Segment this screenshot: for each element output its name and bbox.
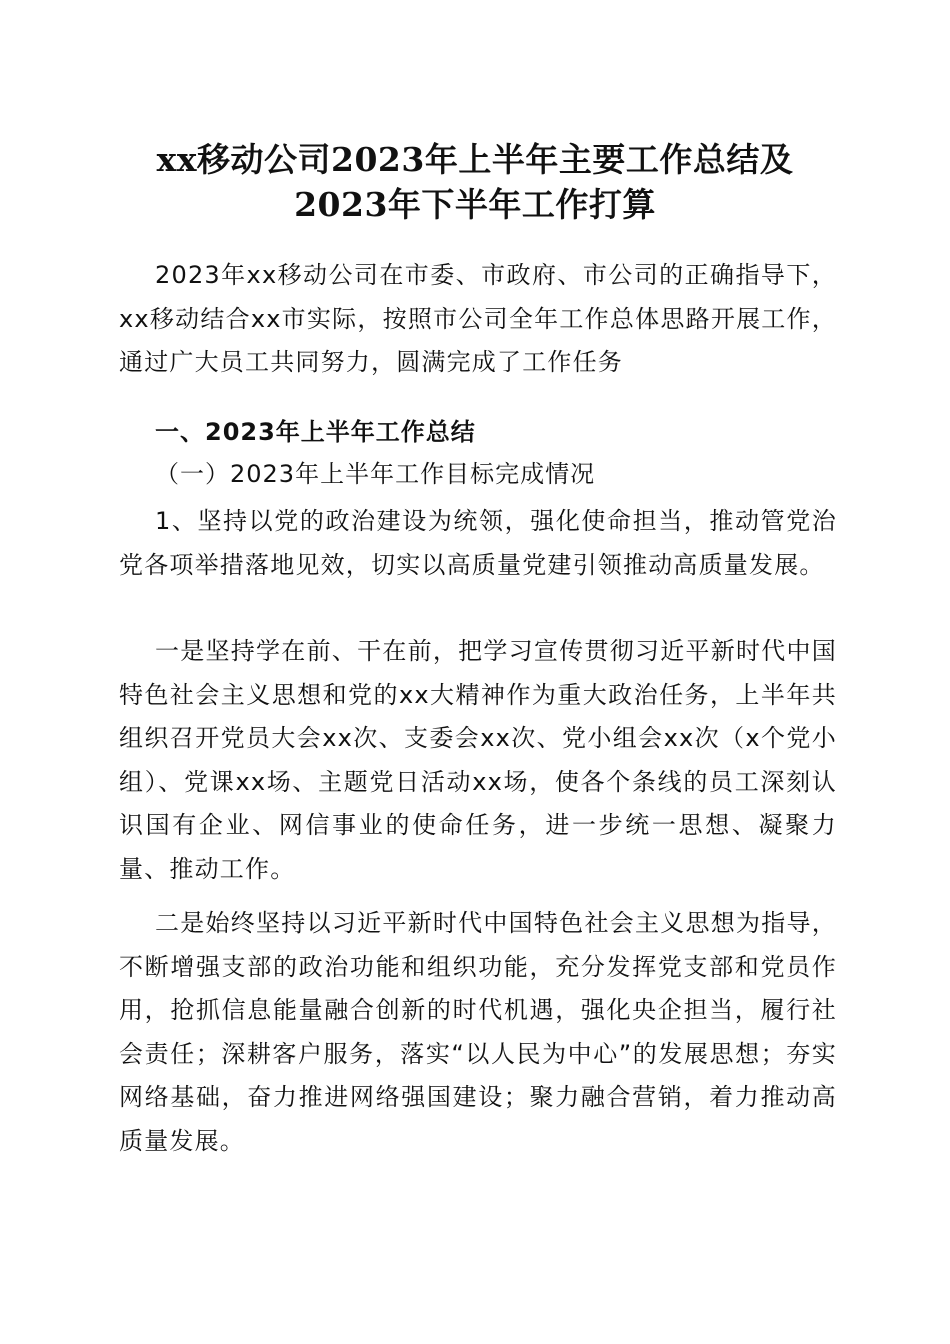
document-title-line1: xx移动公司2023年上半年主要工作总结及 (156, 140, 794, 179)
document-title-line2: 2023年下半年工作打算 (294, 185, 656, 224)
item-paragraph: 1、坚持以党的政治建设为统领，强化使命担当，推动管党治党各项举措落地见效，切实以高质量党建引领推动高质量发展。 (119, 507, 837, 579)
first-point-paragraph: 一是坚持学在前、干在前，把学习宣传贯彻习近平新时代中国特色社会主义思想和党的xx大精神作为重大政治任务，上半年共组织召开党员大会xx次、支委会xx次、党小组会xx次（x个党小组）、党课xx场、主题党日活动xx场，使各个条线的员工深刻认识国有企业、网信事业的使命任务，进一步统一思想、凝聚力量、推动工作。 (119, 637, 837, 883)
subsection-heading: （一）2023年上半年工作目标完成情况 (155, 460, 596, 488)
second-point-paragraph: 二是始终坚持以习近平新时代中国特色社会主义思想为指导，不断增强支部的政治功能和组织功能，充分发挥党支部和党员作用，抢抓信息能量融合创新的时代机遇，强化央企担当，履行社会责任；深耕客户服务，落实“以人民为中心”的发展思想；夯实网络基础，奋力推进网络强国建设；聚力融合营销，着力推动高质量发展。 (119, 909, 837, 1155)
section-heading: 一、2023年上半年工作总结 (155, 418, 476, 446)
intro-paragraph: 2023年xx移动公司在市委、市政府、市公司的正确指导下，xx移动结合xx市实际，按照市公司全年工作总体思路开展工作，通过广大员工共同努力，圆满完成了工作任务 (119, 261, 837, 376)
